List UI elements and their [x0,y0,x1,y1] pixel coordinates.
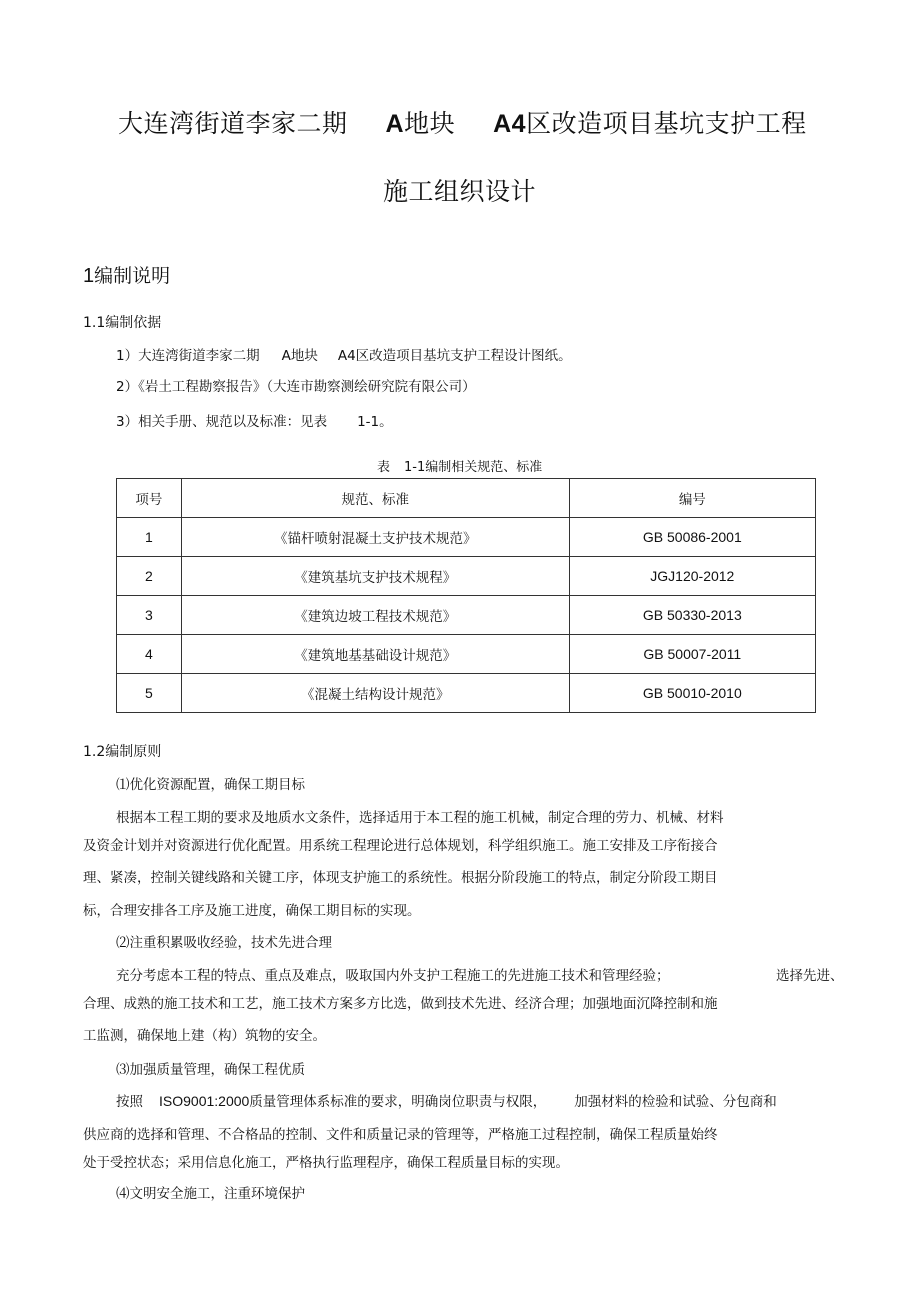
table-row [117,596,816,635]
table-cell-code: GB 50086-2001 [569,518,815,557]
principle-4-title: ⑷文明安全施工，注重环境保护 [116,1186,305,1202]
title-part-1: 大连湾街道李家二期 [118,109,348,138]
table-cell-index: 1 [117,518,182,557]
principle-2-title: ⑵注重积累吸收经验，技术先进合理 [116,935,332,951]
table-header-cell: 项号 [117,479,182,518]
table-header-row [117,479,816,518]
principle-1-line-4: 标，合理安排各工序及施工进度，确保工期目标的实现。 [83,903,421,919]
document-title-line2: 施工组织设计 [383,177,537,206]
principle-3-title: ⑶加强质量管理，确保工程优质 [116,1062,305,1078]
section-1-heading [83,261,170,288]
table-cell-standard: 《建筑地基基础设计规范》 [181,635,569,674]
standards-table [116,478,816,713]
table-header-cell: 规范、标准 [181,479,569,518]
principle-2-line-2: 合理、成熟的施工技术和工艺，施工技术方案多方比选，做到技术先进、经济合理；加强地面沉降控制和施 [83,996,718,1012]
table-header-cell: 编号 [569,479,815,518]
table-cell-index: 3 [117,596,182,635]
principle-3-line-1d: 加强材料的检验和试验、分包商和 [574,1094,777,1110]
title-part-5: 区改造项目基坑支护工程 [526,109,807,138]
principle-3-line-2: 供应商的选择和管理、不合格品的控制、文件和质量记录的管理等，严格施工过程控制，确保工程质量始终 [83,1127,718,1143]
principle-3-iso: ISO9001:2000 [159,1093,250,1109]
title-part-3: 地块 [404,109,456,138]
table-row [117,635,816,674]
table-cell-code: GB 50330-2013 [569,596,815,635]
basis-item-3-b: 1-1。 [357,414,393,430]
principle-1-line-1: 根据本工程工期的要求及地质水文条件，选择适用于本工程的施工机械，制定合理的劳力、机械、材料 [116,810,724,826]
table-cell-code: GB 50007-2011 [569,635,815,674]
section-1-1-heading: 1.1编制依据 [83,315,162,331]
table-cell-index: 2 [117,557,182,596]
table-cell-standard: 《锚杆喷射混凝土支护技术规范》 [181,518,569,557]
table-cell-code: GB 50010-2010 [569,674,815,713]
basis-item-1-c: A4区改造项目基坑支护工程设计图纸。 [337,348,572,364]
principle-2-line-1a: 充分考虑本工程的特点、重点及难点，吸取国内外支护工程施工的先进施工技术和管理经验； [116,968,670,984]
principle-3-line-1c: 质量管理体系标准的要求，明确岗位职责与权限， [249,1094,547,1110]
table-cell-index: 5 [117,674,182,713]
principle-1-title: ⑴优化资源配置，确保工期目标 [116,777,305,793]
table-caption-label: 表 [377,460,391,475]
basis-item-2: 2）《岩土工程勘察报告》（大连市勘察测绘研究院有限公司） [116,379,476,395]
table-row [117,518,816,557]
section-1-text: 编制说明 [94,265,171,287]
section-1-number: 1 [83,265,95,287]
principle-3-line-3: 处于受控状态；采用信息化施工，严格执行监理程序，确保工程质量目标的实现。 [83,1155,569,1171]
principle-1-line-2: 及资金计划并对资源进行优化配置。用系统工程理论进行总体规划，科学组织施工。施工安排及工序衔接合 [83,838,718,854]
principle-2-line-3: 工监测，确保地上建（构）筑物的安全。 [83,1028,326,1044]
basis-item-1-a: 1）大连湾街道李家二期 [116,348,260,364]
table-caption-text: 1-1编制相关规范、标准 [404,460,543,475]
title-part-4: A4 [493,110,527,138]
principle-3-line-1 [116,1090,777,1110]
basis-item-1 [116,344,572,364]
basis-item-3 [116,410,393,430]
principle-2-line-1b: 选择先进、 [776,968,844,984]
table-row [117,674,816,713]
table-caption [377,456,542,475]
title-part-2: A [385,110,405,138]
basis-item-1-b: A地块 [281,348,318,364]
basis-item-3-a: 3）相关手册、规范以及标准：见表 [116,414,328,430]
section-1-2-heading: 1.2编制原则 [83,744,162,760]
table-cell-standard: 《混凝土结构设计规范》 [181,674,569,713]
table-cell-standard: 《建筑边坡工程技术规范》 [181,596,569,635]
table-row [117,557,816,596]
principle-3-line-1a: 按照 [116,1094,143,1110]
table-cell-standard: 《建筑基坑支护技术规程》 [181,557,569,596]
table-cell-index: 4 [117,635,182,674]
principle-1-line-3: 理、紧凑，控制关键线路和关键工序，体现支护施工的系统性。根据分阶段施工的特点，制定分阶段工期目 [83,870,718,886]
table-cell-code: JGJ120-2012 [569,557,815,596]
document-title-line1 [118,104,807,140]
